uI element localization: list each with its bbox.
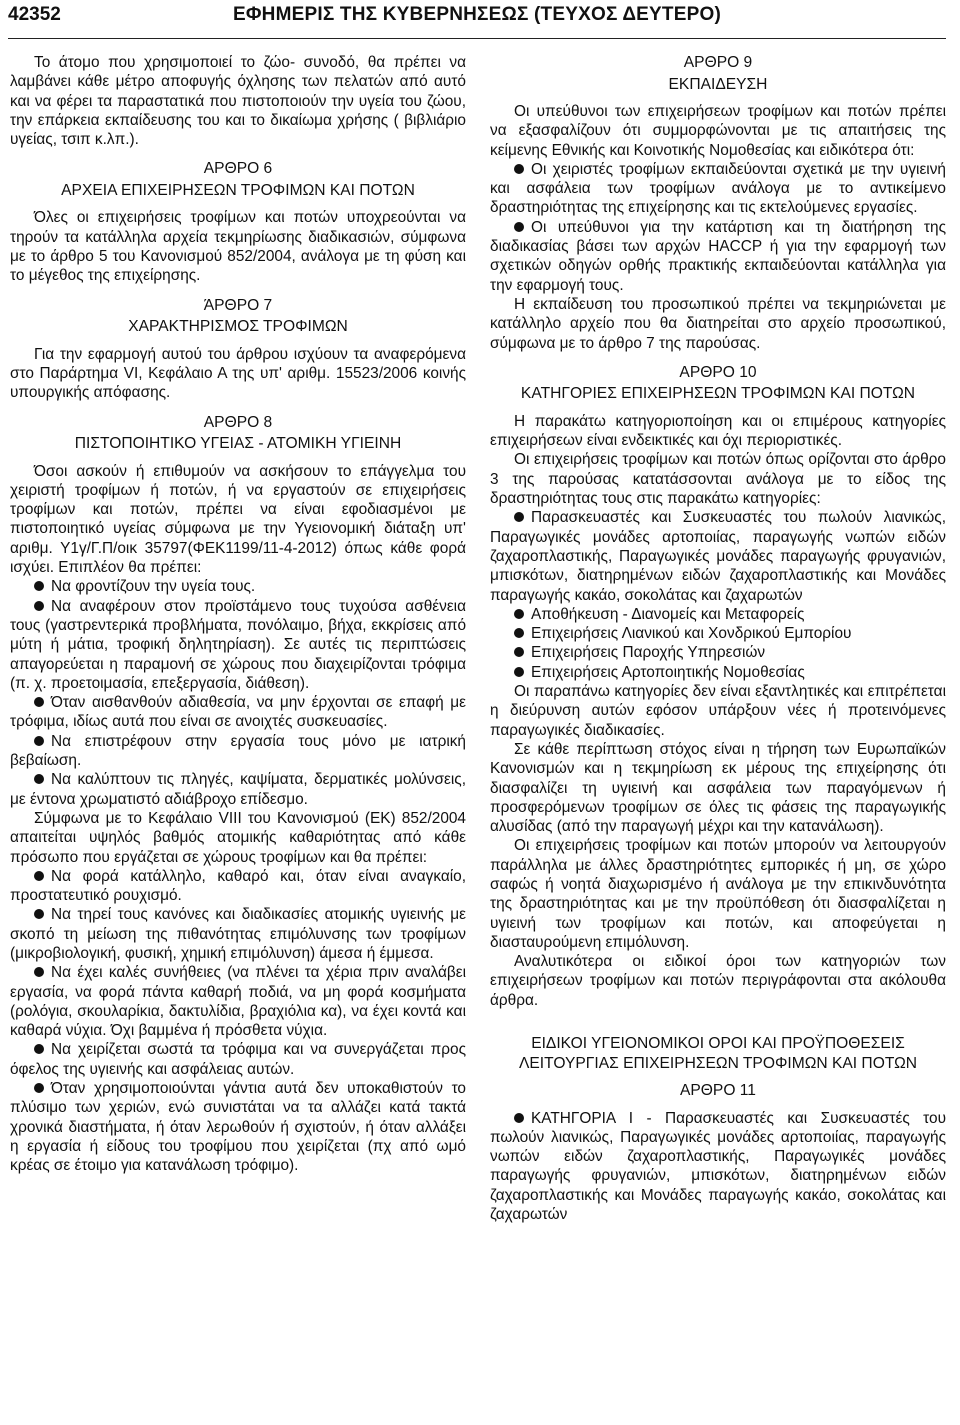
bullet-icon bbox=[34, 774, 44, 784]
paragraph: Σύμφωνα με το Κεφάλαιο VIII του Κανονισμού (ΕΚ) 852/2004 απαιτείται υψηλός βαθμός ατομικής καθαριότητας από κάθε πρόσωπο που εργάζεται σε χώρους τροφίμων και θα πρέπει: bbox=[10, 809, 466, 866]
page-number: 42352 bbox=[8, 4, 61, 25]
paragraph: Όλες οι επιχειρήσεις τροφίμων και ποτών υποχρεούνται να τηρούν τα κατάλληλα αρχεία τεκμηρίωσης διαδικασιών, σύμφωνα με το άρθρο 5 του Κανονισμού 852/2004, ανάλογα με τη φύση και το μέγεθος της επιχείρησης. bbox=[10, 209, 466, 285]
list-item: Επιχειρήσεις Αρτοποιητικής Νομοθεσίας bbox=[490, 663, 946, 682]
article-number: ΑΡΘΡΟ 10 bbox=[679, 363, 757, 381]
right-column bbox=[490, 53, 946, 1224]
list-item: Να επιστρέφουν στην εργασία τους μόνο με ιατρική βεβαίωση. bbox=[10, 732, 466, 770]
bullet-icon bbox=[514, 667, 524, 677]
bullet-icon bbox=[514, 164, 524, 174]
list-item: Επιχειρήσεις Λιανικού και Χονδρικού Εμπορίου bbox=[490, 624, 946, 643]
gazette-title: ΕΦΗΜΕΡΙΣ ΤΗΣ ΚΥΒΕΡΝΗΣΕΩΣ (ΤΕΥΧΟΣ ΔΕΥΤΕΡΟ) bbox=[233, 4, 721, 25]
bullet-icon bbox=[514, 512, 524, 522]
bullet-icon bbox=[34, 871, 44, 881]
article-number: ΑΡΘΡΟ 6 bbox=[203, 160, 273, 178]
article-number: ΑΡΘΡΟ 8 bbox=[203, 413, 273, 431]
list-item: Να αναφέρουν στον προϊστάμενο τους τυχούσα ασθένεια τους (γαστρεντερικά προβλήματα, πονόλαιμο, βήχα, εκκρίσεις από μύτη ή μάτια, τροφική δηλητηρίαση). Σε αυτές τις περιπτώσεις απαγορεύεται η παραμονή σε χώρους που διαχειρίζονται τρόφιμα (π. χ. προετοιμασία, επεξεργασία, διάθεση). bbox=[10, 597, 466, 692]
list-item: Οι υπεύθυνοι για την κατάρτιση και τη διατήρηση της διαδικασίας βάσει των αρχών HACCP ή για την εφαρμογή των σχετικών οδηγών ορθής πρακτικής εκπαιδεύονται κατάλληλα για την εφαρμογή τους. bbox=[490, 218, 946, 294]
article-title: ΚΑΤΗΓΟΡΙΕΣ ΕΠΙΧΕΙΡΗΣΕΩΝ ΤΡΟΦΙΜΩΝ ΚΑΙ ΠΟΤΩΝ bbox=[520, 385, 916, 403]
paragraph: Η εκπαίδευση του προσωπικού πρέπει να τεκμηριώνεται με κατάλληλο αρχείο που θα διατηρείται στο αρχείο προσωπικού, σύμφωνα με το άρθρο 7 της παρούσας. bbox=[490, 295, 946, 352]
list-item: Να τηρεί τους κανόνες και διαδικασίες ατομικής υγιεινής με σκοπό τη μείωση της πιθανότητας επιμόλυνσης των τροφίμων (μικροβιολογική, φυσική, χημική επιμόλυνση) άμεσα ή έμμεσα. bbox=[10, 906, 466, 962]
bullet-icon bbox=[34, 581, 44, 591]
paragraph: Το άτομο που χρησιμοποιεί το ζώο- συνοδό, θα πρέπει να λαμβάνει κάθε μέτρο αποφυγής όχλησης των πελατών από αυτό και να φέρει τα παραστατικά που πιστοποιούν την υγεία του ζώου, την επάρκεια εκπαίδευσης του και το δικαίωμα χρήσης ( βιβλιάριο υγείας, τσιπ κ.λπ.). bbox=[10, 54, 466, 149]
list-item: Παρασκευαστές και Συσκευαστές του πωλούν λιανικώς, Παραγωγικές μονάδες αρτοποιίας, παραγωγής νωπών ειδών ζαχαροπλαστικής, Παραγωγικές μονάδες παραγωγής φρυγανιών, μπισκότων, διατηρημένων ειδών ζαχαροπλαστικής και Μονάδες παραγωγής κακάο, σοκολάτας και ζαχαρωτών bbox=[490, 509, 946, 604]
paragraph: Οι υπεύθυνοι των επιχειρήσεων τροφίμων και ποτών πρέπει να εξασφαλίζουν ότι συμμορφώνονται με τις απαιτήσεις της κείμενης Εθνικής και Κοινοτικής Νομοθεσίας και ειδικότερα ότι: bbox=[490, 103, 946, 159]
bullet-icon bbox=[34, 1083, 44, 1093]
list-item: Να φροντίζουν την υγεία τους. bbox=[10, 577, 466, 596]
left-column bbox=[10, 53, 466, 1224]
bullet-icon bbox=[34, 1044, 44, 1054]
paragraph: Για την εφαρμογή αυτού του άρθρου ισχύουν τα αναφερόμενα στο Παράρτημα VI, Κεφάλαιο Α της υπ' αριθμ. 15523/2006 κοινής υπουργικής απόφασης. bbox=[10, 345, 466, 402]
paragraph: Όσοι ασκούν ή επιθυμούν να ασκήσουν το επάγγελμα του χειριστή τροφίμων ή ποτών, ή να εργαστούν σε επιχειρήσεις τροφίμων και ποτών, πρέπει να είναι εφοδιασμένοι με πιστοποιητικό υγείας σύμφωνα με την Υγειονομική διάταξη υπ' αριθμ. Υ1γ/Γ.Π/οικ 35797(ΦΕΚ1199/11-4-2012) όπως κάθε φορά ισχύει. Επιπλέον θα πρέπει: bbox=[10, 462, 466, 577]
bullet-icon bbox=[514, 647, 524, 657]
list-item: Όταν αισθανθούν αδιαθεσία, να μην έρχονται σε επαφή με τρόφιμα, ιδίως αυτά που είναι σε ανοιχτές συσκευασίες. bbox=[10, 694, 466, 731]
list-item: Να φορά κατάλληλο, καθαρό και, όταν είναι αναγκαίο, προστατευτικό ρουχισμό. bbox=[10, 867, 466, 905]
page-header bbox=[8, 4, 946, 39]
list-item: Να έχει καλές συνήθειες (να πλένει τα χέρια πριν αναλάβει εργασία, να φορά πάντα καθαρή ποδιά, να μη φορά κοσμήματα (ρολόγια, σκουλαρίκια, δακτυλίδια, βραχιόλια κα), να έχει κοντά και καθαρά νύχια. Όχι βαμμένα ή πρόσθετα νύχια. bbox=[10, 964, 466, 1040]
list-item: ΚΑΤΗΓΟΡΙΑ Ι - Παρασκευαστές και Συσκευαστές του πωλούν λιανικώς, Παραγωγικές μονάδες αρτοποιίας, παραγωγής νωπών ειδών ζαχαροπλαστικής, Παραγωγικές μονάδες παραγωγής φρυγανιών, μπισκότων, διατηρημένων ειδών ζαχαροπλαστικής και Μονάδες παραγωγής κακάο, σοκολάτας και ζαχαρωτών bbox=[490, 1109, 946, 1224]
list-item: Αποθήκευση - Διανομείς και Μεταφορείς bbox=[490, 605, 946, 624]
article-number: ΑΡΘΡΟ 9 bbox=[683, 54, 753, 71]
paragraph: Οι παραπάνω κατηγορίες δεν είναι εξαντλητικές και επιτρέπεται η διεύρυνση αυτών εφόσον υπάρξουν νέες ή προτεινόμενες παραγωγικές διαδικασίες. bbox=[490, 683, 946, 739]
section-title: ΕΙΔΙΚΟΙ ΥΓΕΙΟΝΟΜΙΚΟΙ ΟΡΟΙ ΚΑΙ ΠΡΟΫΠΟΘΕΣΕΙΣ bbox=[531, 1035, 905, 1053]
paragraph: Οι επιχειρήσεις τροφίμων και ποτών όπως ορίζονται στο άρθρο 3 της παρούσας κατατάσσονται ανάλογα με το είδος της δραστηριότητας τους στις παρακάτω κατηγορίες: bbox=[490, 451, 946, 508]
bullet-icon bbox=[34, 601, 44, 611]
paragraph: Αναλυτικότερα οι ειδικοί όροι των κατηγοριών των επιχειρήσεων τροφίμων και ποτών περιγράφονται στα ακόλουθα άρθρα. bbox=[490, 953, 946, 1009]
bullet-icon bbox=[34, 909, 44, 919]
section-title: ΛΕΙΤΟΥΡΓΙΑΣ ΕΠΙΧΕΙΡΗΣΕΩΝ ΤΡΟΦΙΜΩΝ ΚΑΙ ΠΟΤΩΝ bbox=[518, 1054, 917, 1072]
article-title: ΑΡΧΕΙΑ ΕΠΙΧΕΙΡΗΣΕΩΝ ΤΡΟΦΙΜΩΝ ΚΑΙ ΠΟΤΩΝ bbox=[61, 181, 415, 199]
list-item: Να χειρίζεται σωστά τα τρόφιμα και να συνεργάζεται προς όφελος της υγιεινής και ασφάλειας αυτών. bbox=[10, 1041, 466, 1078]
bullet-icon bbox=[34, 697, 44, 707]
text-columns bbox=[8, 53, 946, 1224]
paragraph: Οι επιχειρήσεις τροφίμων και ποτών μπορούν να λειτουργούν παράλληλα με άλλες δραστηριότητες εμπορικές ή μη, σε χώρο σαφώς ή νοητά διαχωρισμένο ή ανάλογα με την επικινδυνότητα της δραστηριότητας και με την προϋπόθεση ότι διασφαλίζεται η υγιεινή των τροφίμων και ποτών, και αποφεύγεται η διασταυρούμενη επιμόλυνση. bbox=[490, 837, 946, 951]
paragraph: Σε κάθε περίπτωση στόχος είναι η τήρηση των Ευρωπαϊκών Κανονισμών και η τεκμηρίωση εκ μέρους της επιχείρησης ότι διασφαλίζει τη υγιεινή και ασφάλεια των παραγόμενων ή προσφερόμενων τροφίμων σε όλες τις φάσεις της παραγωγικής αλυσίδας (από την παραγωγή μέχρι και την κατανάλωση). bbox=[490, 740, 946, 836]
article-number: ΆΡΘΡΟ 7 bbox=[203, 296, 273, 314]
article-number: ΑΡΘΡΟ 11 bbox=[680, 1082, 756, 1100]
bullet-icon bbox=[514, 609, 524, 619]
list-item: Επιχειρήσεις Παροχής Υπηρεσιών bbox=[490, 643, 946, 662]
article-title: ΠΙΣΤΟΠΟΙΗΤΙΚΟ ΥΓΕΙΑΣ - ΑΤΟΜΙΚΗ ΥΓΙΕΙΝΗ bbox=[74, 435, 402, 453]
bullet-icon bbox=[34, 736, 44, 746]
list-item: Οι χειριστές τροφίμων εκπαιδεύονται σχετικά με την υγιεινή και ασφάλεια των τροφίμων ανάλογα με το αντικείμενο δραστηριότητας της επιχείρησης και τις εκτελούμενες εργασίες. bbox=[490, 160, 946, 217]
paragraph: Η παρακάτω κατηγοριοποίηση και οι επιμέρους κατηγορίες επιχειρήσεων είναι ενδεικτικές και όχι περιοριστικές. bbox=[490, 412, 946, 450]
article-title: ΕΚΠΑΙΔΕΥΣΗ bbox=[668, 75, 768, 93]
article-title: ΧΑΡΑΚΤΗΡΙΣΜΟΣ ΤΡΟΦΙΜΩΝ bbox=[128, 318, 348, 336]
bullet-icon bbox=[514, 1113, 524, 1123]
bullet-icon bbox=[34, 967, 44, 977]
list-item: Να καλύπτουν τις πληγές, καψίματα, δερματικές μολύνσεις, με έντονα χρωματιστό αδιάβροχο επίδεσμο. bbox=[10, 771, 466, 808]
list-item: Όταν χρησιμοποιούνται γάντια αυτά δεν υποκαθιστούν το πλύσιμο των χεριών, ενώ συνιστάται να τα αλλάζει κατά τακτά χρονικά διαστήματα, ή όταν λερωθούν ή σχιστούν, ή όταν αλλάξει η εργασία ή είδους του τροφίμου που χειρίζεται (πχ από ωμό κρέας σε έτοιμο για κατανάλωση τρόφιμο). bbox=[10, 1080, 466, 1175]
bullet-icon bbox=[514, 222, 524, 232]
bullet-icon bbox=[514, 628, 524, 638]
